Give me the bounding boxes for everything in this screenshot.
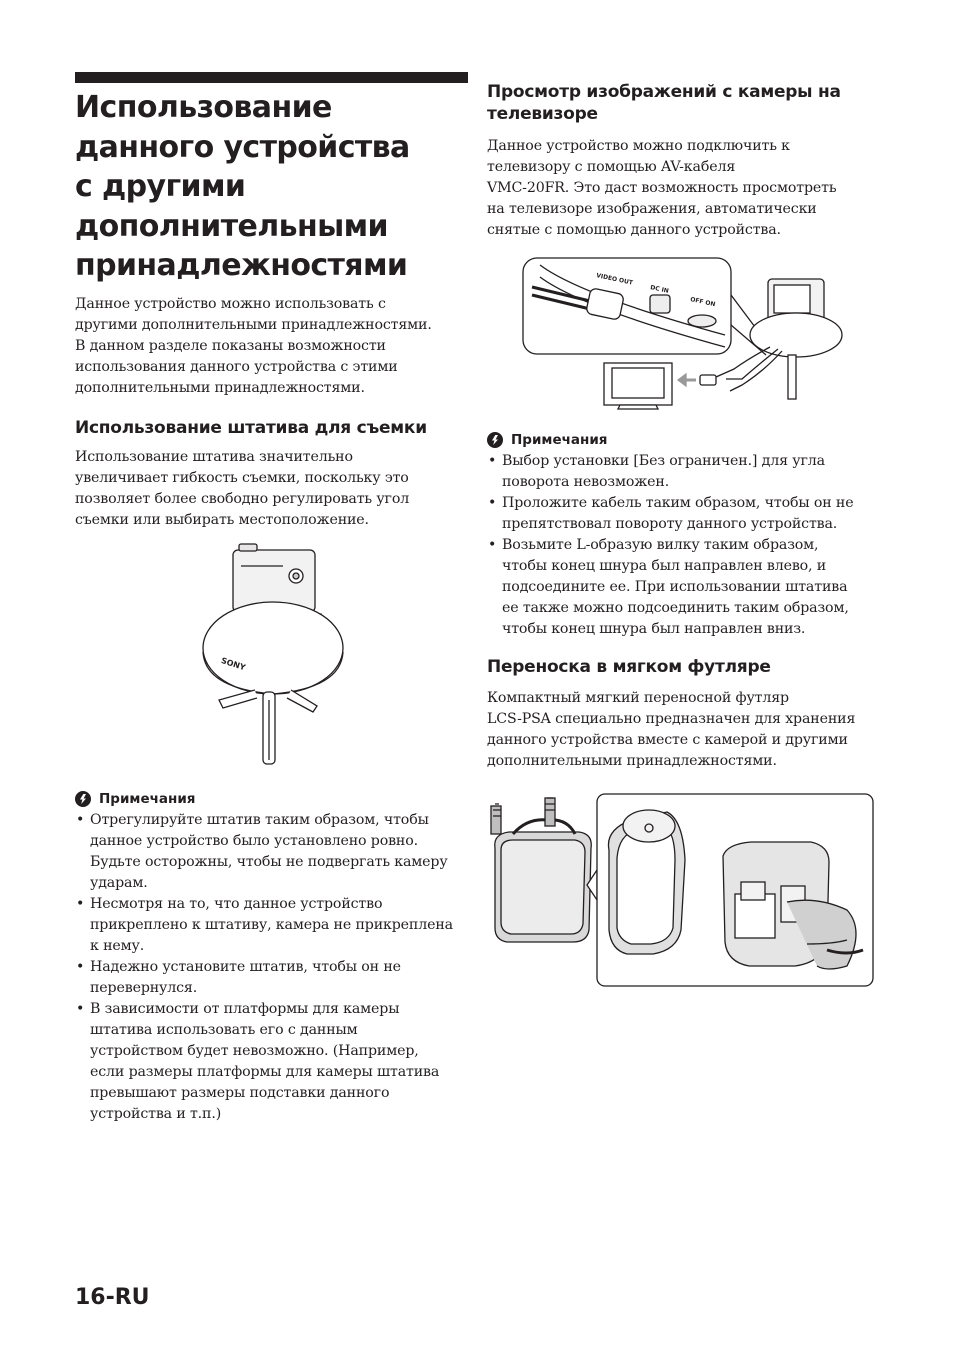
title-line: дополнительными [75,208,388,244]
page-title [75,88,468,286]
tripod-paragraph [75,447,409,531]
case-line: LCS-PSA специально предназначен для хранения [487,711,856,727]
note-line: прикреплено к штативу, камера не прикреплена [90,917,453,933]
note-line: поворота невозможен. [502,474,670,490]
svg-text:OFF ON: OFF ON [689,296,716,309]
intro-line: В данном разделе показаны возможности [75,338,386,354]
tv-heading-line: телевизоре [487,104,598,124]
note-line: • Надежно установите штатив, чтобы он не [90,959,401,975]
note-line: данное устройство было установлено ровно. [90,833,418,849]
note-icon [75,791,91,807]
soft-case-illustration [487,790,877,990]
tripod-notes-heading [75,790,195,808]
tv-connection-illustration [520,255,860,415]
note-icon [487,432,503,448]
tv-line: Данное устройство можно подключить к [487,138,790,154]
note-line: штатива использовать его с данным [90,1022,358,1038]
title-rule [75,72,468,83]
note-line: препятствовал повороту данного устройства. [502,516,838,532]
note-line: к нему. [90,938,145,954]
svg-text:VIDEO OUT: VIDEO OUT [595,272,634,287]
intro-line: дополнительными принадлежностями. [75,380,365,396]
intro-line: использования данного устройства с этими [75,359,398,375]
note-line: Будьте осторожны, чтобы не подвергать камеру [90,854,448,870]
tripod-notes-list [75,810,453,1125]
tripod-illustration [195,540,355,780]
notes-heading-text: Примечания [99,791,196,807]
note-line: чтобы конец шнура был направлен влево, и [502,558,827,574]
case-paragraph [487,688,855,772]
title-line: Использование [75,90,332,125]
list-item [75,894,453,957]
note-line: • Отрегулируйте штатив таким образом, чтобы [90,812,429,828]
tv-notes-list [487,451,853,640]
intro-paragraph [75,294,432,399]
notes-heading-text: Примечания [511,432,608,448]
title-line: принадлежностями [75,248,408,283]
note-line: если размеры платформы для камеры штатива [90,1064,440,1080]
svg-text:DC IN: DC IN [649,284,670,295]
case-heading [487,656,771,678]
tripod-heading-text: Использование штатива для съемки [75,418,427,438]
tv-notes-heading [487,431,607,449]
list-item [487,535,853,640]
note-line: устройством будет невозможно. (Например, [90,1043,419,1059]
title-line: данного устройства [75,129,410,165]
case-line: Компактный мягкий переносной футляр [487,690,789,706]
list-item [75,810,453,894]
list-item [75,999,453,1125]
note-line: устройства и т.п.) [90,1106,222,1122]
list-item [487,451,853,493]
list-item [75,957,453,999]
tv-line: VMC-20FR. Это даст возможность просмотреть [487,180,837,196]
note-line: ударам. [90,875,148,891]
tv-line: снятые с помощью данного устройства. [487,222,781,238]
note-line: перевернулся. [90,980,198,996]
tv-heading-line: Просмотр изображений с камеры на [487,82,841,102]
note-line: • Выбор установки [Без ограничен.] для угла [502,453,825,469]
note-line: • Несмотря на то, что данное устройство [90,896,383,912]
tv-line: телевизору с помощью AV-кабеля [487,159,736,175]
tv-paragraph [487,136,836,241]
intro-line: другими дополнительными принадлежностями. [75,317,432,333]
list-item [487,493,853,535]
note-line: • В зависимости от платформы для камеры [90,1001,400,1017]
tripod-line: позволяет более свободно регулировать угол [75,491,410,507]
note-line: превышают размеры подставки данного [90,1085,390,1101]
title-line: с другими [75,169,246,204]
svg-text:SONY: SONY [219,656,247,673]
note-line: ее также можно подсоединить таким образом, [502,600,849,616]
tv-line: на телевизоре изображения, автоматически [487,201,817,217]
page-number: 16-RU [75,1285,150,1310]
intro-line: Данное устройство можно использовать с [75,296,386,312]
tripod-line: съемки или выбирать местоположение. [75,512,369,528]
note-line: подсоедините ее. При использовании штатива [502,579,848,595]
tv-heading [487,81,841,125]
note-line: • Проложите кабель таким образом, чтобы он не [502,495,854,511]
case-heading-text: Переноска в мягком футляре [487,657,771,677]
case-line: дополнительными принадлежностями. [487,753,777,769]
note-line: • Возьмите L-образую вилку таким образом, [502,537,819,553]
case-line: данного устройства вместе с камерой и другими [487,732,848,748]
note-line: чтобы конец шнура был направлен вниз. [502,621,806,637]
tripod-line: Использование штатива значительно [75,449,353,465]
tripod-heading [75,417,427,439]
tripod-line: увеличивает гибкость съемки, поскольку это [75,470,409,486]
